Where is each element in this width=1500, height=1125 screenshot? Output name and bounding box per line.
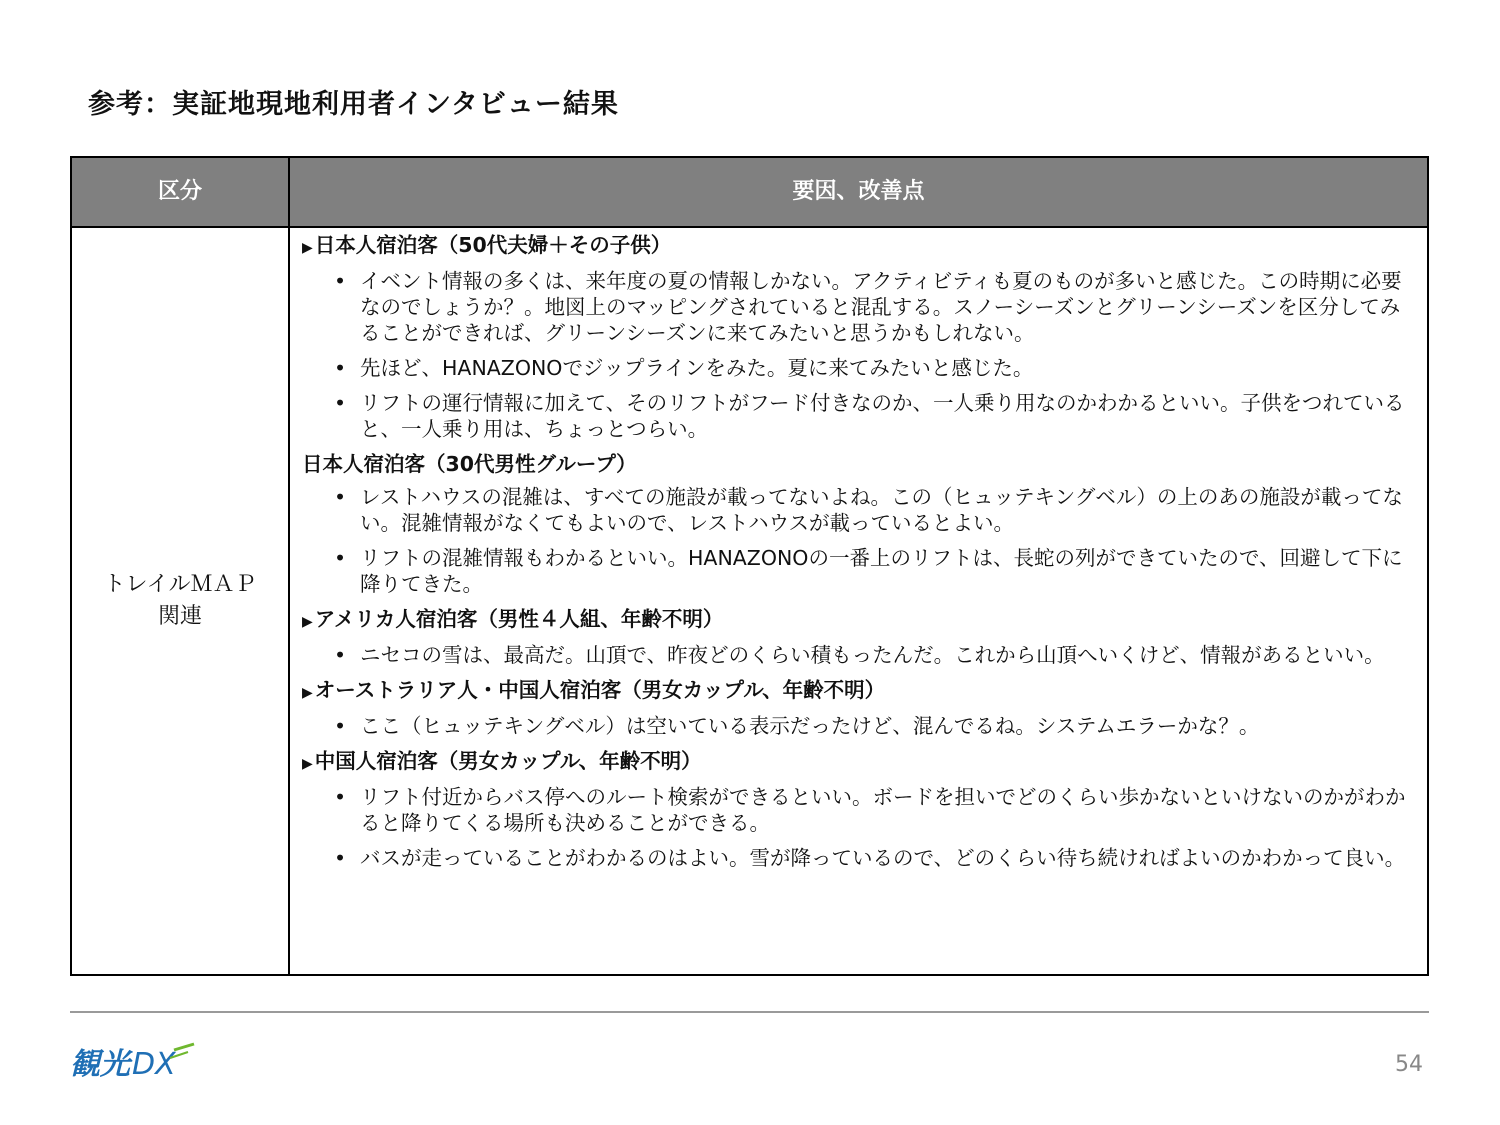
list-item: • リフトの運行情報に加えて、そのリフトがフード付きなのか、一人乗り用なのかわかるといい。子供をつれていると、一人乗り用は、ちょっとつらい。 [334, 391, 1405, 441]
kanko-dx-logo [70, 1040, 200, 1085]
triangle-marker-icon: ▶ [302, 240, 313, 256]
table-header-row [72, 158, 1427, 228]
list-item: • イベント情報の多くは、来年度の夏の情報しかない。アクティビティも夏のものが多いと感じた。この時期に必要なのでしょうか？。地図上のマッピングされていると混乱する。スノーシーズンとグリーンシーズンを区分してみることができれば、グリーンシーズンに来てみたいと思うかもしれない。 [334, 269, 1402, 345]
triangle-marker-icon: ▶ [302, 756, 313, 772]
header-reasons: 要因、改善点 [792, 179, 925, 204]
category-line: 関連 [157, 604, 202, 629]
column-divider [288, 158, 290, 974]
triangle-marker-icon: ▶ [302, 685, 313, 701]
bullet-icon: • [334, 356, 347, 380]
bullet-icon: • [334, 714, 347, 738]
bullet-icon: • [334, 391, 347, 415]
list-item: • 先ほど、HANAZONOでジップラインをみた。夏に来てみたいと感じた。 [334, 356, 1034, 380]
bullet-icon: • [334, 785, 347, 809]
header-category: 区分 [157, 179, 202, 204]
bullet-icon: • [334, 546, 347, 570]
bullet-icon: • [334, 485, 347, 509]
svg-text:観光: 観光 [70, 1047, 130, 1082]
bullet-icon: • [334, 846, 347, 870]
list-item: • バスが走っていることがわかるのはよい。雪が降っているので、どのくらい待ち続ければよいのかわかって良い。 [334, 846, 1406, 870]
group-heading: ▶アメリカ人宿泊客（男性４人組、年齢不明） [302, 607, 724, 631]
group-heading: 日本人宿泊客（30代男性グループ） [302, 452, 637, 476]
list-item: • リフトの混雑情報もわかるといい。HANAZONOの一番上のリフトは、長蛇の列ができていたので、回避して下に降りてきた。 [334, 546, 1403, 596]
page-title: 参考：実証地現地利用者インタビュー結果 [88, 89, 619, 120]
group-heading: ▶オーストラリア人・中国人宿泊客（男女カップル、年齢不明） [302, 678, 886, 702]
category-line: トレイルＭＡＰ [103, 572, 257, 597]
triangle-marker-icon: ▶ [302, 614, 313, 630]
page-number: 54 [1395, 1052, 1423, 1077]
list-item: • レストハウスの混雑は、すべての施設が載ってないよね。この（ヒュッテキングベル）の上のあの施設が載ってない。混雑情報がなくてもよいので、レストハウスが載っているとよい。 [334, 485, 1403, 535]
list-item: • リフト付近からバス停へのルート検索ができるといい。ボードを担いでどのくらい歩かないといけないのかがわかると降りてくる場所も決めることができる。 [334, 785, 1406, 835]
footer-divider [70, 1011, 1429, 1013]
bullet-icon: • [334, 269, 347, 293]
list-item: • ニセコの雪は、最高だ。山頂で、昨夜どのくらい積もったんだ。これから山頂へいくけど、情報があるといい。 [334, 643, 1385, 667]
logo-graphic [70, 1040, 200, 1085]
group-heading: ▶中国人宿泊客（男女カップル、年齢不明） [302, 749, 702, 773]
category-cell [72, 228, 288, 974]
group-heading: ▶日本人宿泊客（50代夫婦＋その子供） [302, 233, 672, 257]
bullet-icon: • [334, 643, 347, 667]
interview-table [70, 156, 1429, 976]
list-item: • ここ（ヒュッテキングベル）は空いている表示だったけど、混んでるね。システムエラーかな？。 [334, 714, 1260, 738]
svg-text:DX: DX [132, 1047, 176, 1082]
reasons-cell [302, 230, 1417, 880]
